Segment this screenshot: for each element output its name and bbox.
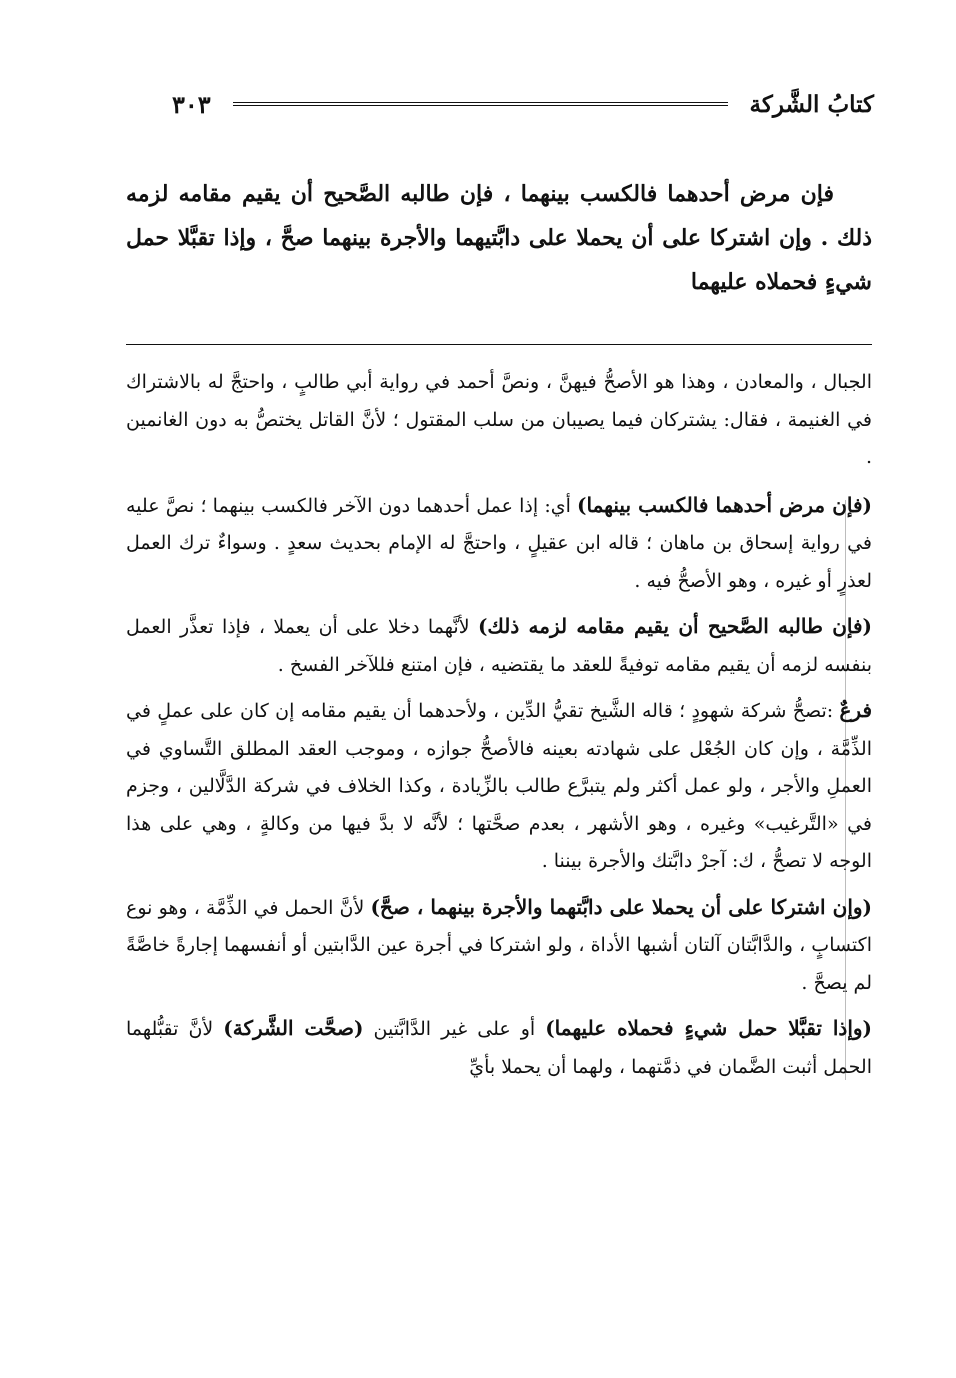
commentary-paragraph (126, 889, 872, 1003)
footnote-separator (126, 344, 872, 345)
chapter-title: كتابُ الشَّركة (749, 90, 874, 118)
main-text (126, 172, 872, 304)
commentary-text: أي: إذا عمل أحدهما دون الآخر فالكسب بينهما ؛ نصَّ عليه في رواية إسحاق بن ماهان ؛ قاله ابن عقيلٍ ، واحتجَّ له الإمام بحديث سعدٍ . وسواءٌ ترك العمل لعذرٍ أو غيره ، وهو الأصحُّ فيه . (126, 494, 873, 592)
commentary-paragraph: الجبال ، والمعادن ، وهذا هو الأصحُّ فيهنَّ ، ونصَّ أحمد في رواية أبي طالبٍ ، واحتجَّ له بالاشتراك في الغنيمة ، فقال: يشتركان فيما يصيبان من سلب المقتول ؛ لأنَّ القاتل يختصُّ به دون الغانمين . (126, 371, 872, 468)
commentary-text: لأنَّهما دخلا على أن يعملا ، فإذا تعذَّر العمل بنفسه لزمه أن يقيم مقامه توفيةً للعقد ما يقتضيه ، فإن امتنع فللآخر الفسخ . (126, 616, 872, 676)
commentary-paragraph (126, 1010, 872, 1086)
commentary-paragraph (126, 608, 872, 684)
quoted-text: (صحَّت الشَّركة) (223, 1016, 364, 1040)
quoted-text: (فإن مرض أحدهما فالكسب بينهما) (577, 492, 873, 517)
main-text-paragraph: فإن مرض أحدهما فالكسب بينهما ، فإن طالبه الصَّحيح أن يقيم مقامه لزمه ذلك . وإن اشتركا على أن يحملا على دابَّتيهما والأجرة بينهما صحَّ ، وإذا تقبَّلا حمل شيءٍ فحملاه عليهما (126, 181, 872, 295)
quoted-text: (فإن طالبه الصَّحيح أن يقيم مقامه لزمه ذلك) (477, 614, 873, 638)
commentary-text: أو على غير الدَّابَّتين (363, 1018, 546, 1040)
commentary-text: :تصحُّ شركة شهودٍ ؛ قاله الشَّيخ تقيُّ الدِّين ، ولأحدهما أن يقيم مقامه إن كان على عملٍ في الذِّمَّة ، وإن كان الجُعْل على شهادته بعينه فالأصحُّ جوازه ، وموجب العقد المطلق التَّساوي في العملِ والأجر ، ولو عمل أكثر ولم يتبرَّع طالب بالزِّيادة ، وكذا الخلاف في شركة الدَّلَّالين ، وجزم في «التَّرغيب» وغيره ، وهو الأشهر ، بعدم صحَّتها ؛ لأنَّه لا بدَّ فيها من وكالةٍ ، وهي على هذا الوجه لا تصحُّ ، ك: آجرْ دابَّتك والأجرة بيننا . (126, 700, 872, 872)
commentary-paragraph (126, 487, 872, 601)
quoted-text: (وإذا تقبَّلا حمل شيءٍ فحملاه عليهما) (545, 1016, 872, 1040)
quoted-text: (وإن اشتركا على أن يحملا على دابَّتهما والأجرة بينهما ، صحَّ) (370, 894, 873, 919)
commentary-paragraph (126, 692, 872, 881)
header-rule (233, 102, 728, 106)
commentary (126, 364, 872, 1094)
commentary-text: لأنَّ الحمل في الذِّمَّة ، وهو نوع اكتسابٍ ، والدَّابَّتان آلتان أشبها الأداة ، ولو اشتركا في أجرة عين الدَّابتين أو أنفسهما إجارةً خاصَّةً لم يصحَّ . (126, 896, 872, 994)
page-number: ٣٠٣ (172, 89, 211, 119)
commentary-text: لأنَّ تقبُّلهما الحمل أثبت الضَّمان في ذمَّتهما ، ولهما أن يحملا بأيِّ (126, 1018, 872, 1078)
page-header (172, 84, 874, 124)
section-lead: فرعٌ (839, 698, 872, 722)
